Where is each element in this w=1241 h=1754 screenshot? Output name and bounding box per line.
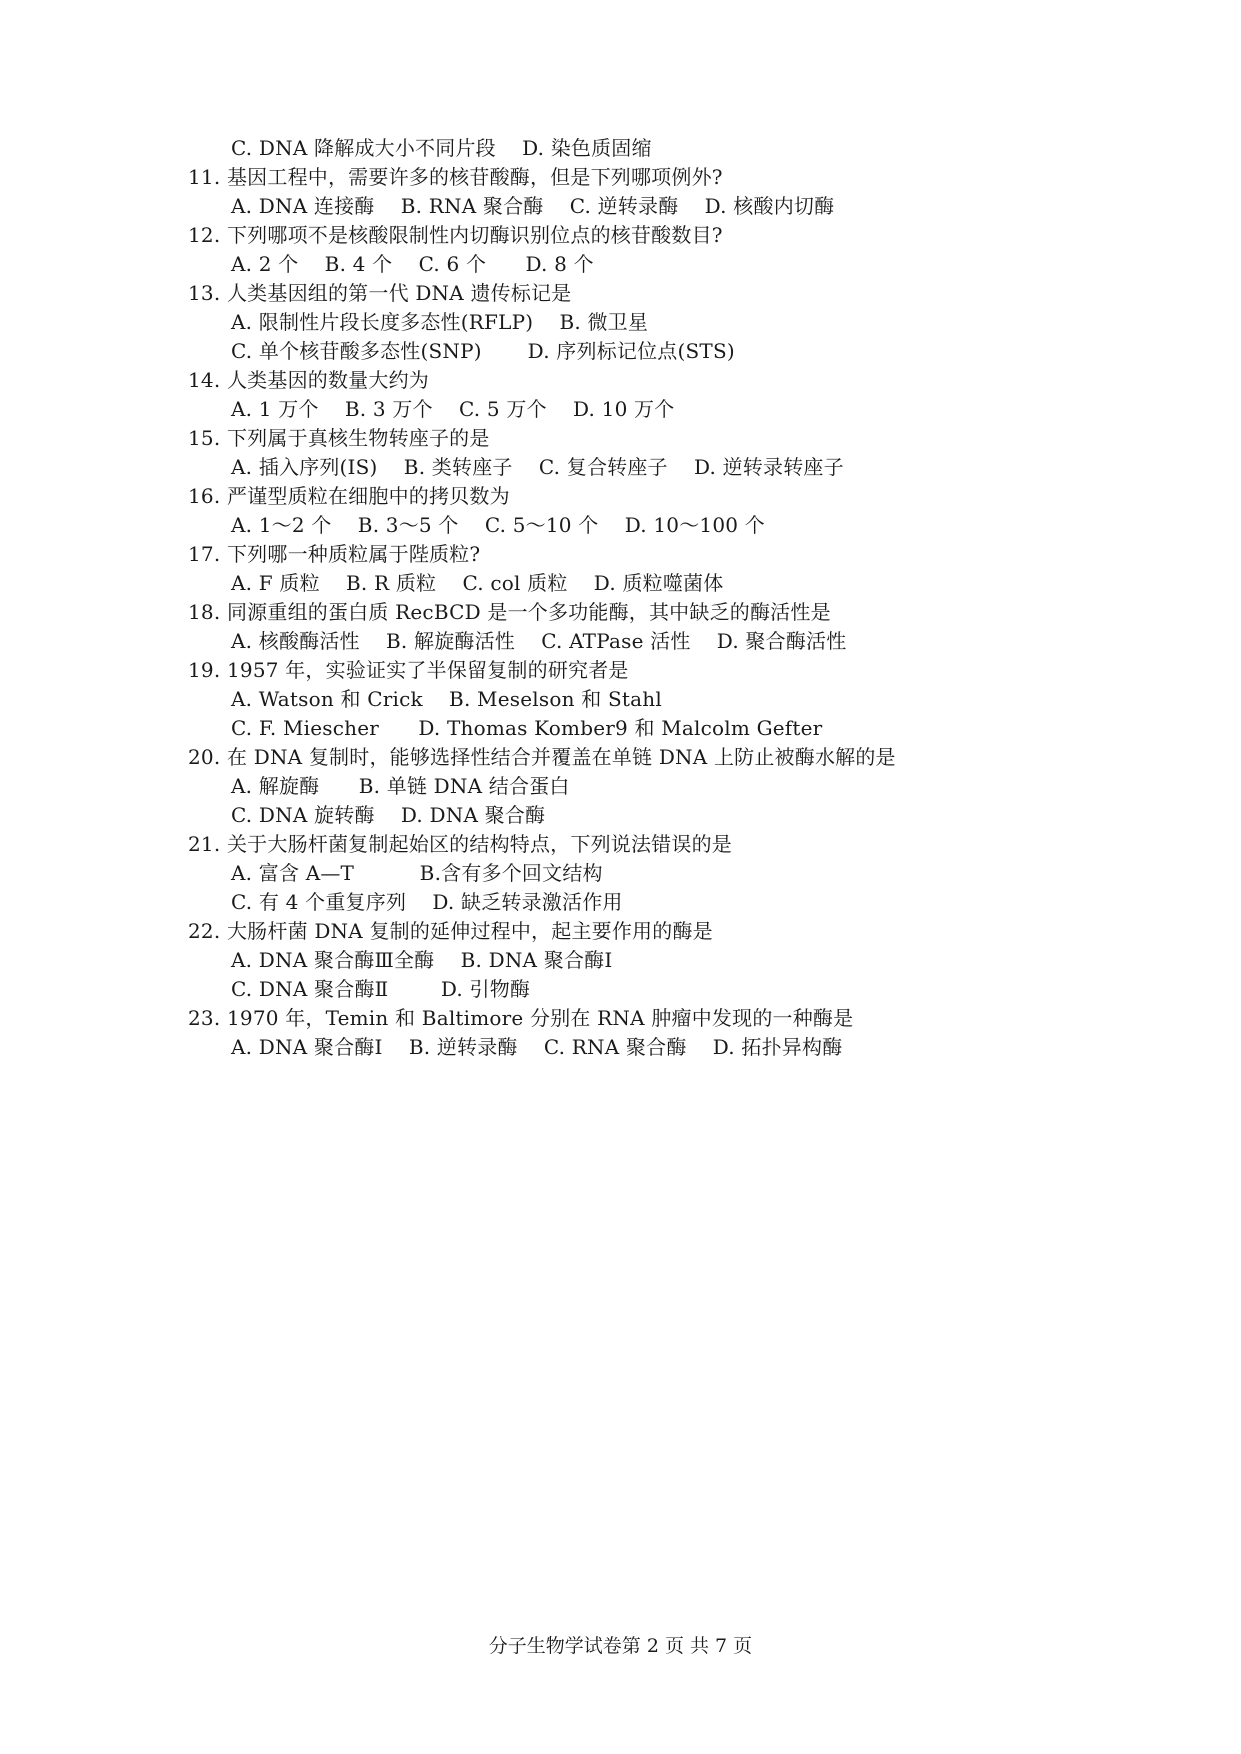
option-line: A. 富含 A—T B.含有多个回文结构 bbox=[231, 861, 603, 885]
option-line: A. Watson 和 Crick B. Meselson 和 Stahl bbox=[231, 687, 662, 711]
option-line: A. 2 个 B. 4 个 C. 6 个 D. 8 个 bbox=[231, 252, 594, 276]
question-line: 17. 下列哪一种质粒属于陛质粒? bbox=[188, 542, 481, 566]
option-line: A. 1～2 个 B. 3～5 个 C. 5～10 个 D. 10～100 个 bbox=[231, 513, 765, 537]
option-line: C. DNA 聚合酶Ⅱ D. 引物酶 bbox=[231, 977, 531, 1001]
question-line: 11. 基因工程中，需要许多的核苷酸酶，但是下列哪项例外? bbox=[188, 165, 723, 189]
question-line: 15. 下列属于真核生物转座子的是 bbox=[188, 426, 490, 450]
option-line: A. F 质粒 B. R 质粒 C. col 质粒 D. 质粒噬菌体 bbox=[231, 571, 724, 595]
question-line: 13. 人类基因组的第一代 DNA 遗传标记是 bbox=[188, 281, 572, 305]
option-line: A. 核酸酶活性 B. 解旋酶活性 C. ATPase 活性 D. 聚合酶活性 bbox=[231, 629, 847, 653]
question-line: 12. 下列哪项不是核酸限制性内切酶识别位点的核苷酸数目? bbox=[188, 223, 723, 247]
option-line: A. DNA 聚合酶Ⅲ全酶 B. DNA 聚合酶Ⅰ bbox=[231, 948, 613, 972]
option-line: C. F. Miescher D. Thomas Komber9 和 Malcolm Gefter bbox=[231, 716, 823, 740]
option-line: C. DNA 旋转酶 D. DNA 聚合酶 bbox=[231, 803, 546, 827]
option-line: C. 单个核苷酸多态性(SNP) D. 序列标记位点(STS) bbox=[231, 339, 735, 363]
option-line: C. DNA 降解成大小不同片段 D. 染色质固缩 bbox=[231, 136, 652, 160]
option-line: A. DNA 连接酶 B. RNA 聚合酶 C. 逆转录酶 D. 核酸内切酶 bbox=[231, 194, 835, 218]
option-line: A. DNA 聚合酶Ⅰ B. 逆转录酶 C. RNA 聚合酶 D. 拓扑异构酶 bbox=[231, 1035, 843, 1059]
question-line: 22. 大肠杆菌 DNA 复制的延伸过程中，起主要作用的酶是 bbox=[188, 919, 713, 943]
page-footer: 分子生物学试卷第 2 页 共 7 页 bbox=[488, 1635, 753, 1657]
question-line: 20. 在 DNA 复制时，能够选择性结合并覆盖在单链 DNA 上防止被酶水解的是 bbox=[188, 745, 896, 769]
question-line: 14. 人类基因的数量大约为 bbox=[188, 368, 429, 392]
option-line: C. 有 4 个重复序列 D. 缺乏转录激活作用 bbox=[231, 890, 623, 914]
question-line: 18. 同源重组的蛋白质 RecBCD 是一个多功能酶，其中缺乏的酶活性是 bbox=[188, 600, 831, 624]
option-line: A. 解旋酶 B. 单链 DNA 结合蛋白 bbox=[231, 774, 570, 798]
option-line: A. 插入序列(IS) B. 类转座子 C. 复合转座子 D. 逆转录转座子 bbox=[231, 455, 844, 479]
option-line: A. 1 万个 B. 3 万个 C. 5 万个 D. 10 万个 bbox=[231, 397, 675, 421]
question-line: 19. 1957 年，实验证实了半保留复制的研究者是 bbox=[188, 658, 629, 682]
question-line: 16. 严谨型质粒在细胞中的拷贝数为 bbox=[188, 484, 510, 508]
option-line: A. 限制性片段长度多态性(RFLP) B. 微卫星 bbox=[231, 310, 649, 334]
question-line: 23. 1970 年，Temin 和 Baltimore 分别在 RNA 肿瘤中发现的一种酶是 bbox=[188, 1006, 854, 1030]
question-line: 21. 关于大肠杆菌复制起始区的结构特点，下列说法错误的是 bbox=[188, 832, 732, 856]
